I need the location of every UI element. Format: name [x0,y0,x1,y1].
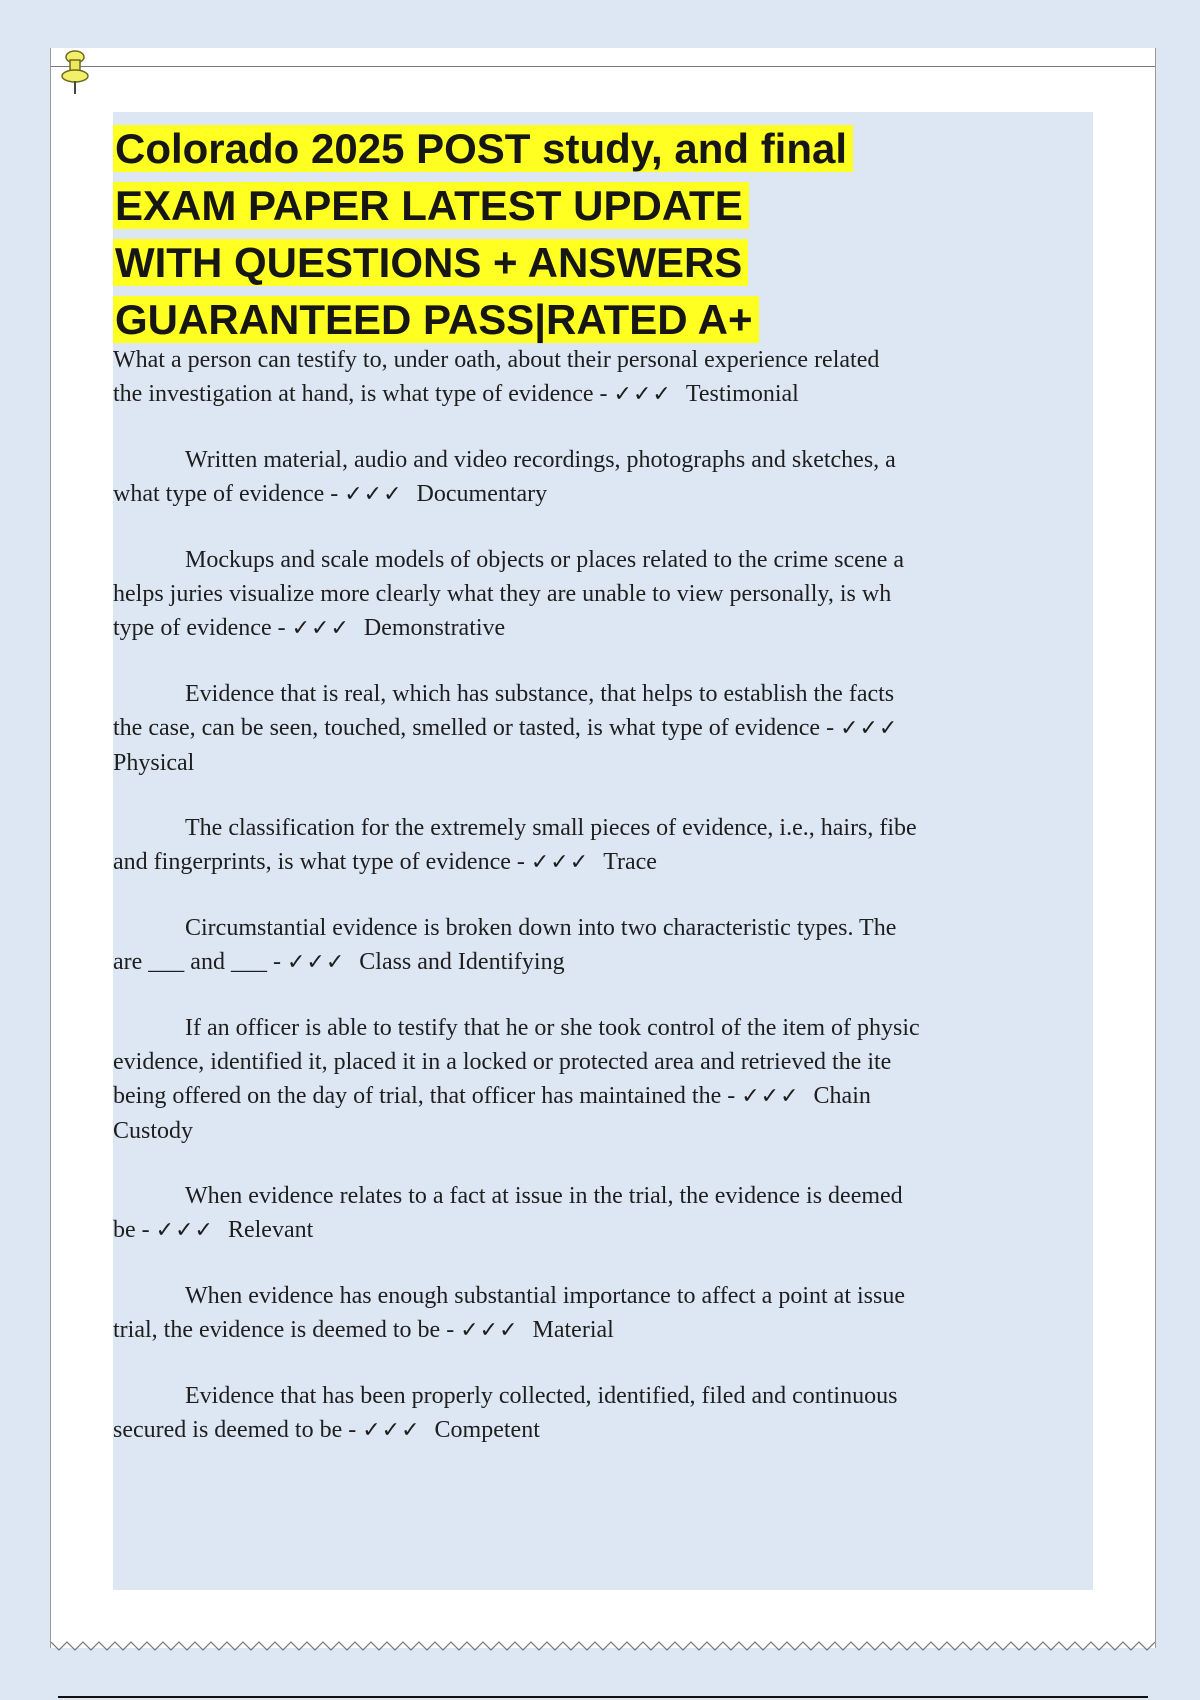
check-icon: ✓✓✓ [613,382,672,407]
question-line [113,1279,1031,1313]
question-text: Circumstantial evidence is broken down into two characteristic types. The [185,915,897,941]
question-text: Written material, audio and video recordings, photographs and sketches, a [185,447,896,473]
question-line [113,477,1031,512]
question-text: What a person can testify to, under oath, about their personal experience related [113,347,880,373]
question-text: Evidence that has been properly collected, identified, filed and continuous [185,1383,898,1409]
answer-text: Competent [434,1417,540,1443]
qa-item [113,1179,1031,1248]
check-icon: ✓✓✓ [286,950,346,975]
question-text: the investigation at hand, is what type of evidence - [113,381,608,407]
question-line [113,1313,1031,1348]
question-text: are ___ and ___ - [113,949,281,975]
qa-item [113,1379,1031,1448]
question-text: helps juries visualize more clearly what they are unable to view personally, is wh [113,581,892,607]
answer-text: Documentary [416,481,548,507]
check-icon: ✓✓✓ [840,716,899,741]
question-line [113,677,1031,711]
answer-text: Demonstrative [363,615,506,641]
check-icon: ✓✓✓ [291,616,350,641]
title-line-2: EXAM PAPER LATEST UPDATE [113,182,749,229]
qa-item [113,1279,1031,1348]
question-text: When evidence relates to a fact at issue in the trial, the evidence is deemed [185,1183,903,1209]
question-text: secured is deemed to be - [113,1417,357,1443]
title-line-1: Colorado 2025 POST study, and final [113,125,853,172]
answer-text: Chain [813,1083,871,1109]
question-line [113,543,1031,577]
qa-item [113,811,1031,880]
question-text: Mockups and scale models of objects or places related to the crime scene a [185,547,905,573]
question-text: being offered on the day of trial, that officer has maintained the - [113,1083,736,1109]
question-line [113,577,1031,611]
qa-item [113,1011,1031,1148]
answer-text: Custody [113,1118,194,1144]
answer-text: Relevant [227,1217,314,1243]
check-icon: ✓✓✓ [344,482,403,507]
document-title [113,120,1053,348]
question-list [113,343,1031,1479]
question-line [113,1011,1031,1045]
question-text: type of evidence - [113,615,286,641]
question-text: evidence, identified it, placed it in a locked or protected area and retrieved the ite [113,1049,892,1075]
question-text: If an officer is able to testify that he or she took control of the item of physic [185,1015,920,1041]
question-line [113,1213,1031,1248]
check-icon: ✓✓✓ [362,1418,421,1443]
qa-item [113,911,1031,980]
question-text: the case, can be seen, touched, smelled or tasted, is what type of evidence - [113,715,835,741]
question-line [113,711,1031,746]
check-icon: ✓✓✓ [460,1318,519,1343]
bottom-rule [58,1696,1148,1698]
answer-text: Physical [113,750,195,776]
question-text: Evidence that is real, which has substance, that helps to establish the facts [185,681,895,707]
answer-line [113,746,1031,780]
question-line [113,343,1031,377]
answer-text: Material [532,1317,614,1343]
check-icon: ✓✓✓ [155,1218,214,1243]
question-line [113,1179,1031,1213]
answer-line [113,1114,1031,1148]
question-line [113,443,1031,477]
question-line [113,811,1031,845]
question-text: be - [113,1217,150,1243]
answer-text: Trace [603,849,657,875]
question-line [113,377,1031,412]
question-text: trial, the evidence is deemed to be - [113,1317,455,1343]
qa-item [113,543,1031,646]
question-line [113,611,1031,646]
qa-item [113,443,1031,512]
check-icon: ✓✓✓ [741,1084,800,1109]
question-text: When evidence has enough substantial importance to affect a point at issue [185,1283,905,1309]
torn-edge [51,1638,1155,1654]
question-line [113,1045,1031,1079]
question-line [113,1079,1031,1114]
document-page [50,48,1156,1648]
question-line [113,1379,1031,1413]
title-line-4: GUARANTEED PASS|RATED A+ [113,296,759,343]
question-line [113,911,1031,945]
qa-item [113,343,1031,412]
check-icon: ✓✓✓ [530,850,590,875]
question-text: and fingerprints, is what type of evidence - [113,849,525,875]
top-rule [51,66,1155,67]
pushpin-icon [57,48,93,98]
answer-text: Testimonial [685,381,799,407]
title-line-3: WITH QUESTIONS + ANSWERS [113,239,748,286]
question-text: what type of evidence - [113,481,339,507]
question-line [113,845,1031,880]
question-line [113,1413,1031,1448]
qa-item [113,677,1031,780]
question-text: The classification for the extremely small pieces of evidence, i.e., hairs, fibe [185,815,917,841]
answer-text: Class and Identifying [359,949,565,975]
question-line [113,945,1031,980]
